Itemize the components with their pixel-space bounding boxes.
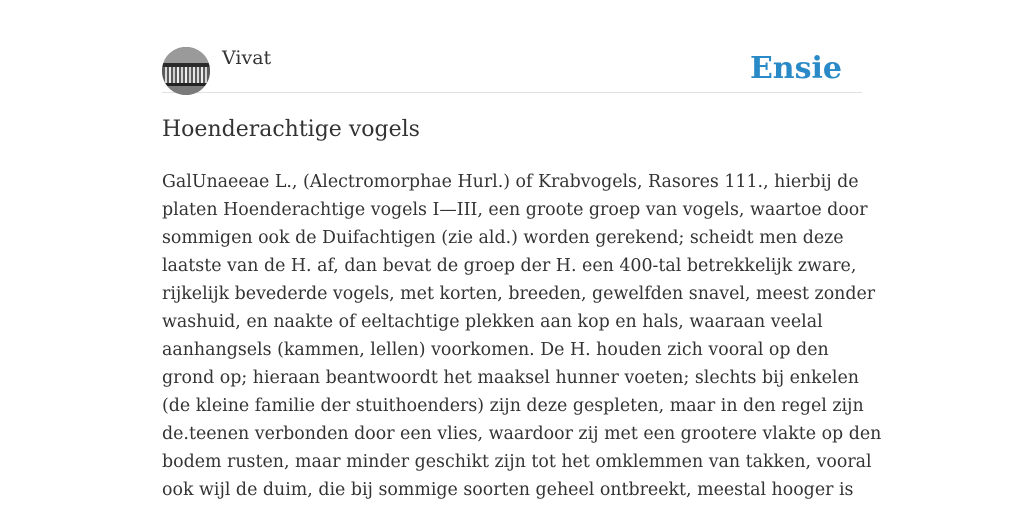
article-line: platen Hoenderachtige vogels I—III, een groote groep van vogels, waartoe door	[162, 200, 868, 220]
article-line: sommigen ook de Duifachtigen (zie ald.) worden gerekend; scheidt men deze	[162, 228, 844, 248]
article-line: GalUnaeeae L., (Alectromorphae Hurl.) of Krabvogels, Rasores 111., hierbij de	[162, 172, 859, 192]
article-line: grond op; hieraan beantwoordt het maaksel hunner voeten; slechts bij enkelen	[162, 368, 859, 388]
author-name[interactable]: Vivat	[222, 47, 272, 69]
page-title: Hoenderachtige vogels	[162, 117, 420, 142]
article-line: laatste van de H. af, dan bevat de groep der H. een 400-tal betrekkelijk zware,	[162, 256, 857, 276]
article-line: rijkelijk bevederde vogels, met korten, breeden, gewelfden snavel, meest zonder	[162, 284, 876, 304]
article-line: washuid, en naakte of eeltachtige plekken aan kop en hals, waaraan veelal	[162, 312, 823, 332]
header	[162, 46, 862, 93]
article-line: de.teenen verbonden door een vlies, waardoor zij met een grootere vlakte op den	[162, 424, 882, 444]
library-bookshelf-icon[interactable]	[162, 47, 210, 95]
article-body	[162, 168, 882, 504]
article-line: ook wijl de duim, die bij sommige soorten geheel ontbreekt, meestal hooger is	[162, 480, 854, 500]
article-line: (de kleine familie der stuithoenders) zijn deze gespleten, maar in den regel zijn	[162, 396, 864, 416]
brand-logo[interactable]: Ensie	[749, 51, 842, 86]
article-line: bodem rusten, maar minder geschikt zijn tot het omklemmen van takken, vooral	[162, 452, 872, 472]
article-line: aanhangsels (kammen, lellen) voorkomen. De H. houden zich vooral op den	[162, 340, 829, 360]
